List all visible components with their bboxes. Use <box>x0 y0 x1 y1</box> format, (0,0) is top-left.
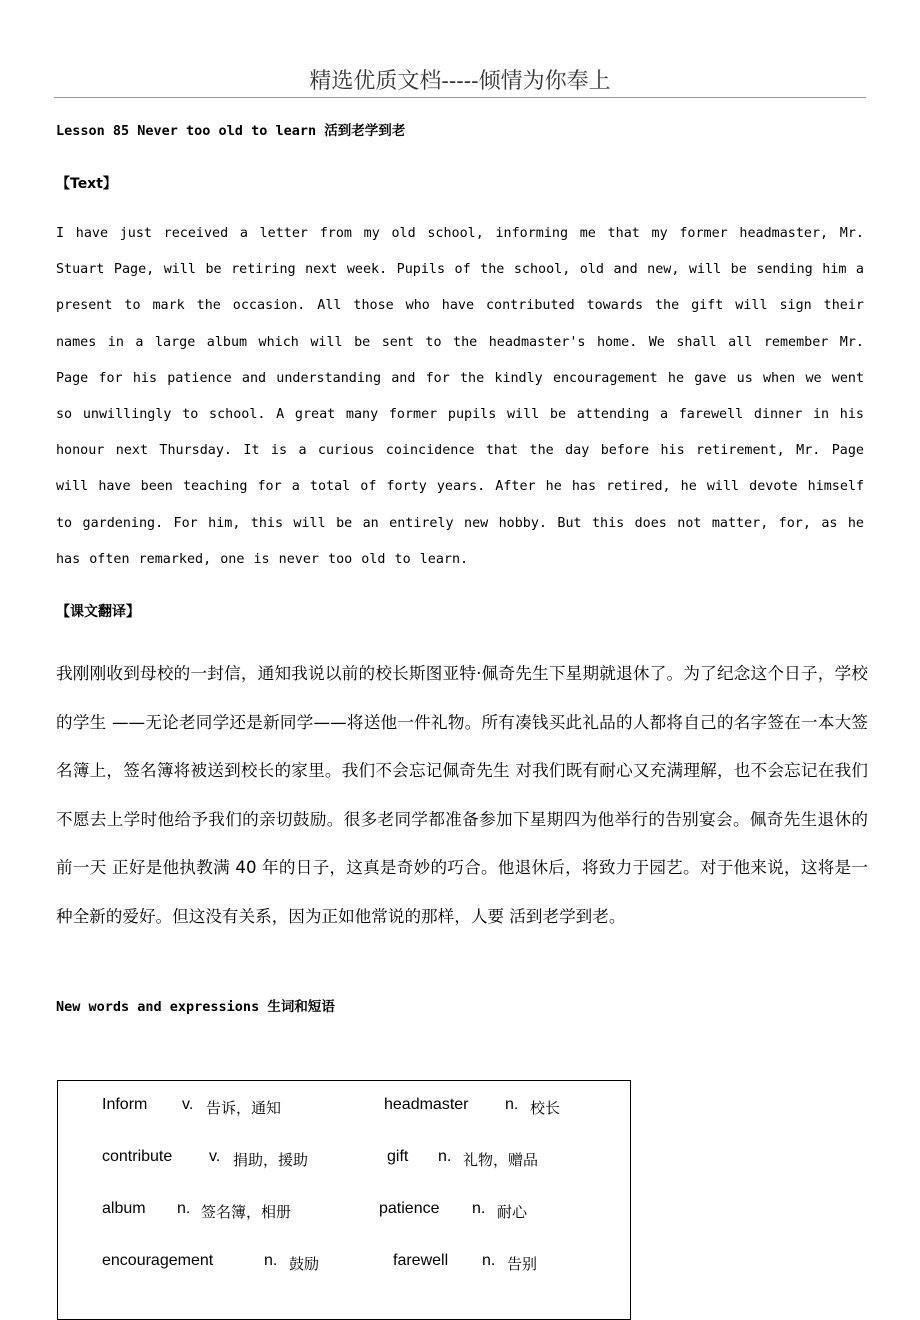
vocab-word: contribute <box>102 1148 173 1165</box>
vocab-word: gift <box>387 1148 409 1165</box>
lesson-title: Lesson 85 Never too old to learn 活到老学到老 <box>56 123 406 139</box>
page-header-title: 精选优质文档-----倾情为你奉上 <box>309 69 611 94</box>
vocab-pos: n. <box>177 1200 191 1217</box>
vocab-word: encouragement <box>102 1252 214 1269</box>
vocab-word: album <box>102 1200 146 1217</box>
vocabulary-heading: New words and expressions 生词和短语 <box>56 999 335 1015</box>
english-passage: I have just received a letter from my old school, informing me that my former headmaster, Mr. Stuart Page, will be retiring next week. Pupils of the school, old and new, will be sending him a present to mark the occasion. All those who have contributed towards the gift will sign their names in a large album which will be sent to the headmaster's home. We shall all remember Mr. Page for his patience and understanding and for the kindly encouragement he gave us when we went so unwillingly to school. A great many former pupils will be attending a farewell dinner in his honour next Thursday. It is a curious coincidence that the day before his retirement, Mr. Page will have been teaching for a total of forty years. After he has retired, he will devote himself to gardening. For him, this will be an entirely new hobby. But this does not matter, for, as he has often remarked, one is never too old to learn. <box>56 226 864 567</box>
vocab-meaning: 礼物，赠品 <box>463 1151 539 1169</box>
vocab-meaning: 签名簿，相册 <box>201 1203 292 1221</box>
header-divider <box>54 97 866 98</box>
vocab-pos: v. <box>209 1148 221 1165</box>
vocab-pos: v. <box>182 1096 194 1113</box>
vocab-pos: n. <box>438 1148 452 1165</box>
vocab-row <box>58 1148 630 1178</box>
vocab-meaning: 捐助，援助 <box>233 1151 309 1169</box>
vocab-meaning: 告诉，通知 <box>206 1099 282 1117</box>
vocab-meaning: 校长 <box>530 1099 561 1117</box>
vocab-pos: n. <box>505 1096 519 1113</box>
vocab-pos: n. <box>264 1252 278 1269</box>
vocab-row <box>58 1252 630 1282</box>
text-section-heading: 【Text】 <box>56 176 117 192</box>
vocabulary-table <box>57 1080 631 1320</box>
translation-section-heading: 【课文翻译】 <box>56 604 140 620</box>
vocab-pos: n. <box>472 1200 486 1217</box>
vocab-meaning: 耐心 <box>497 1203 528 1221</box>
chinese-translation: 我刚刚收到母校的一封信，通知我说以前的校长斯图亚特·佩奇先生下星期就退休了。为了纪念这个日子，学校的学生 ——无论老同学还是新同学——将送他一件礼物。所有凑钱买此礼品的人都将自己的名字签在一本大签名簿上，签名簿将被送到校长的家里。我们不会忘记佩奇先生 对我们既有耐心又充满理解，也不会忘记在我们不愿去上学时他给予我们的亲切鼓励。很多老同学都准备参加下星期四为他举行的告别宴会。佩奇先生退休的前一天 正好是他执教满 40 年的日子，这真是奇妙的巧合。他退休后，将致力于园艺。对于他来说，这将是一种全新的爱好。但这没有关系，因为正如他常说的那样，人要 活到老学到老。 <box>56 664 868 926</box>
vocab-word: farewell <box>393 1252 449 1269</box>
vocab-word: patience <box>379 1200 440 1217</box>
vocab-meaning: 鼓励 <box>289 1255 320 1273</box>
vocab-word: Inform <box>102 1096 148 1113</box>
vocab-word: headmaster <box>384 1096 469 1113</box>
vocab-row <box>58 1096 630 1126</box>
vocab-pos: n. <box>482 1252 496 1269</box>
vocab-row <box>58 1200 630 1230</box>
vocab-meaning: 告别 <box>507 1255 538 1273</box>
